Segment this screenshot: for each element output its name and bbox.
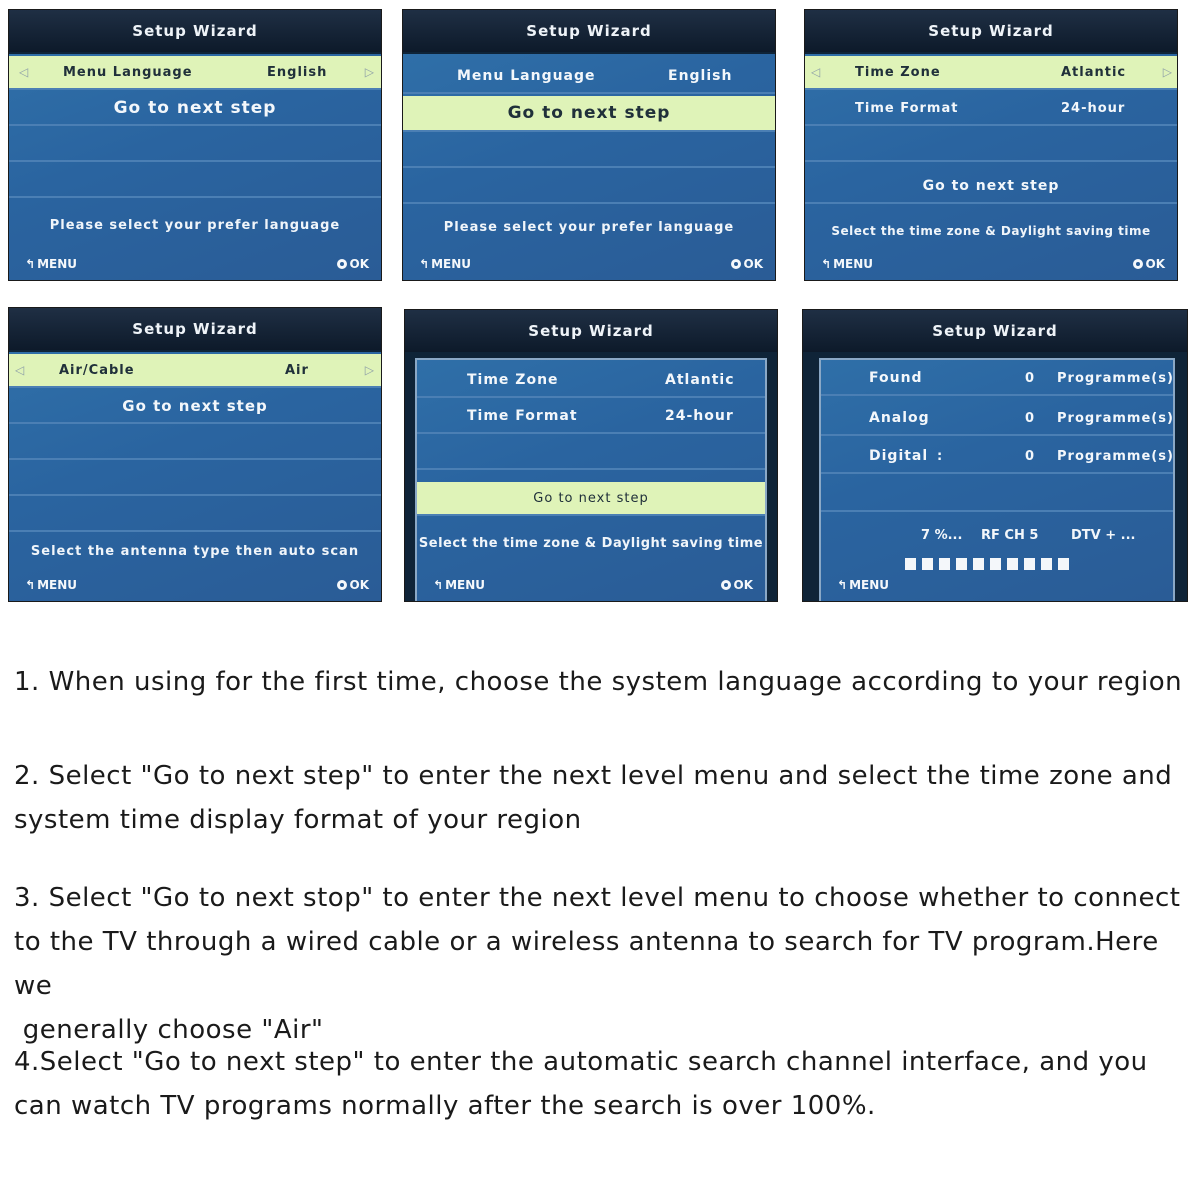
empty-row [805,128,1177,162]
scan-progress-bar [905,558,1069,570]
menu-key[interactable] [25,578,77,592]
row-count: 0 [1025,410,1036,426]
progress-block [1024,558,1035,570]
screen-footer [821,571,1173,601]
progress-block [905,558,916,570]
ok-key[interactable] [337,578,370,592]
back-icon: ↰ [25,257,36,271]
progress-block [956,558,967,570]
hint-text: Select the time zone & Daylight saving time [831,224,1151,238]
row-label: Digital [869,448,929,464]
setup-screen-scan [802,309,1188,602]
back-icon: ↰ [837,578,848,592]
empty-row [9,462,381,496]
menu-key[interactable] [419,257,471,271]
row-label: Menu Language [457,68,596,84]
screen-title: Setup Wizard [805,10,1177,52]
next-step-row[interactable] [9,390,381,424]
next-step-row[interactable] [9,92,381,126]
menu-key-label: MENU [431,257,471,271]
row-count: 0 [1025,370,1036,386]
next-step-row[interactable] [805,170,1177,204]
menu-area [9,54,381,280]
hint-text: Select the time zone & Daylight saving time [418,536,764,551]
back-icon: ↰ [433,578,444,592]
instruction-step-1: 1. When using for the first time, choose the system language according to your region [14,667,1183,697]
next-step-label: Go to next step [533,490,649,506]
instruction-step-4: 4.Select "Go to next step" to enter the automatic search channel interface, and you can watch TV programs normally after the search is over 100%. [14,1047,1148,1121]
ok-key[interactable] [731,257,764,271]
screen-title: Setup Wizard [9,10,381,52]
ok-key-label: OK [743,257,763,271]
ok-key-label: OK [349,578,369,592]
menu-area [805,54,1177,280]
ok-icon [1133,259,1143,269]
row-value: 24-hour [665,408,734,424]
ok-key-label: OK [733,578,753,592]
screen-title: Setup Wizard [403,10,775,52]
row-value: Atlantic [1061,64,1127,80]
menu-language-row[interactable] [403,60,775,94]
menu-key[interactable] [25,257,77,271]
row-value: 24-hour [1061,100,1126,116]
next-step-row[interactable] [417,482,765,516]
setup-screen-time-next [404,309,778,602]
next-step-label: Go to next step [507,103,671,123]
menu-area [403,54,775,280]
empty-row [417,436,765,470]
row-separator: : [937,448,944,464]
air-cable-row[interactable] [9,354,381,388]
row-value: English [668,68,733,84]
progress-block [1007,558,1018,570]
hint-text: Please select your prefer language [49,218,341,233]
menu-key[interactable] [821,257,873,271]
menu-area [9,352,381,601]
next-step-label: Go to next step [922,178,1060,194]
screen-footer [9,571,381,601]
ok-key-label: OK [1145,257,1165,271]
back-icon: ↰ [419,257,430,271]
ok-key-label: OK [349,257,369,271]
progress-block [1058,558,1069,570]
instruction-step-3: 3. Select "Go to next stop" to enter the next level menu to choose whether to connect to the TV through a wired cable or a wireless antenna to search for TV program.Here we generally choose "Air" [14,883,1181,1045]
menu-language-row[interactable] [9,56,381,90]
ok-icon [337,259,347,269]
hint-text: Please select your prefer language [443,220,735,235]
row-value: English [267,64,328,80]
hint-text: Select the antenna type then auto scan [30,544,360,559]
row-label: Air/Cable [59,362,135,378]
row-count: 0 [1025,448,1036,464]
progress-block [990,558,1001,570]
empty-row [403,134,775,168]
empty-row [9,498,381,532]
instruction-step-2: 2. Select "Go to next step" to enter the next level menu and select the time zone and system time display format of your region [14,761,1173,835]
row-unit: Programme(s) [1057,370,1174,386]
analog-row [821,402,1173,436]
dtv-status: DTV + ... [1071,528,1136,543]
back-icon: ↰ [821,257,832,271]
menu-key-label: MENU [849,578,889,592]
setup-screen-antenna [8,307,382,602]
menu-area [415,358,767,601]
setup-screen-time [804,9,1178,281]
screen-footer [9,250,381,280]
left-arrow-icon[interactable]: ◁ [15,363,26,377]
menu-area [819,358,1175,601]
row-label: Analog [869,410,930,426]
digital-row [821,440,1173,474]
screen-footer [417,571,765,601]
empty-row [403,170,775,204]
right-arrow-icon[interactable]: ▷ [1162,65,1173,79]
menu-key[interactable] [837,578,889,592]
progress-percent: 7 %... [921,528,963,543]
empty-row [9,128,381,162]
ok-icon [721,580,731,590]
setup-screen-language-next [402,9,776,281]
row-label: Found [869,370,923,386]
progress-block [939,558,950,570]
left-arrow-icon[interactable]: ◁ [811,65,822,79]
row-unit: Programme(s) [1057,410,1174,426]
progress-block [1041,558,1052,570]
row-value: Atlantic [665,372,735,388]
row-label: Time Zone [855,64,941,80]
time-zone-row[interactable] [805,56,1177,90]
next-step-row[interactable] [403,96,775,132]
row-unit: Programme(s) [1057,448,1174,464]
empty-row [9,164,381,198]
time-zone-row[interactable] [417,364,765,398]
ok-icon [337,580,347,590]
ok-key[interactable] [1133,257,1166,271]
empty-row [9,426,381,460]
right-arrow-icon[interactable]: ▷ [364,363,375,377]
screen-title: Setup Wizard [405,310,777,352]
row-label: Time Zone [467,372,559,388]
left-arrow-icon[interactable]: ◁ [19,65,30,79]
menu-key-label: MENU [445,578,485,592]
progress-block [973,558,984,570]
ok-key[interactable] [721,578,754,592]
menu-key-label: MENU [833,257,873,271]
rf-channel: RF CH 5 [981,528,1039,543]
menu-key-label: MENU [37,257,77,271]
screen-title: Setup Wizard [9,308,381,350]
ok-key[interactable] [337,257,370,271]
setup-screen-language [8,9,382,281]
next-step-label: Go to next step [122,397,268,415]
progress-block [922,558,933,570]
time-format-row[interactable] [805,92,1177,126]
ok-icon [731,259,741,269]
menu-key[interactable] [433,578,485,592]
next-step-label: Go to next step [113,98,277,118]
row-value: Air [285,362,309,378]
back-icon: ↰ [25,578,36,592]
menu-key-label: MENU [37,578,77,592]
screen-footer [403,250,775,280]
screen-footer [805,250,1177,280]
row-label: Time Format [855,100,959,116]
row-label: Menu Language [63,64,193,80]
screen-title: Setup Wizard [803,310,1187,352]
found-row [821,362,1173,396]
empty-row [821,478,1173,512]
time-format-row[interactable] [417,400,765,434]
row-label: Time Format [467,408,578,424]
right-arrow-icon[interactable]: ▷ [364,65,375,79]
